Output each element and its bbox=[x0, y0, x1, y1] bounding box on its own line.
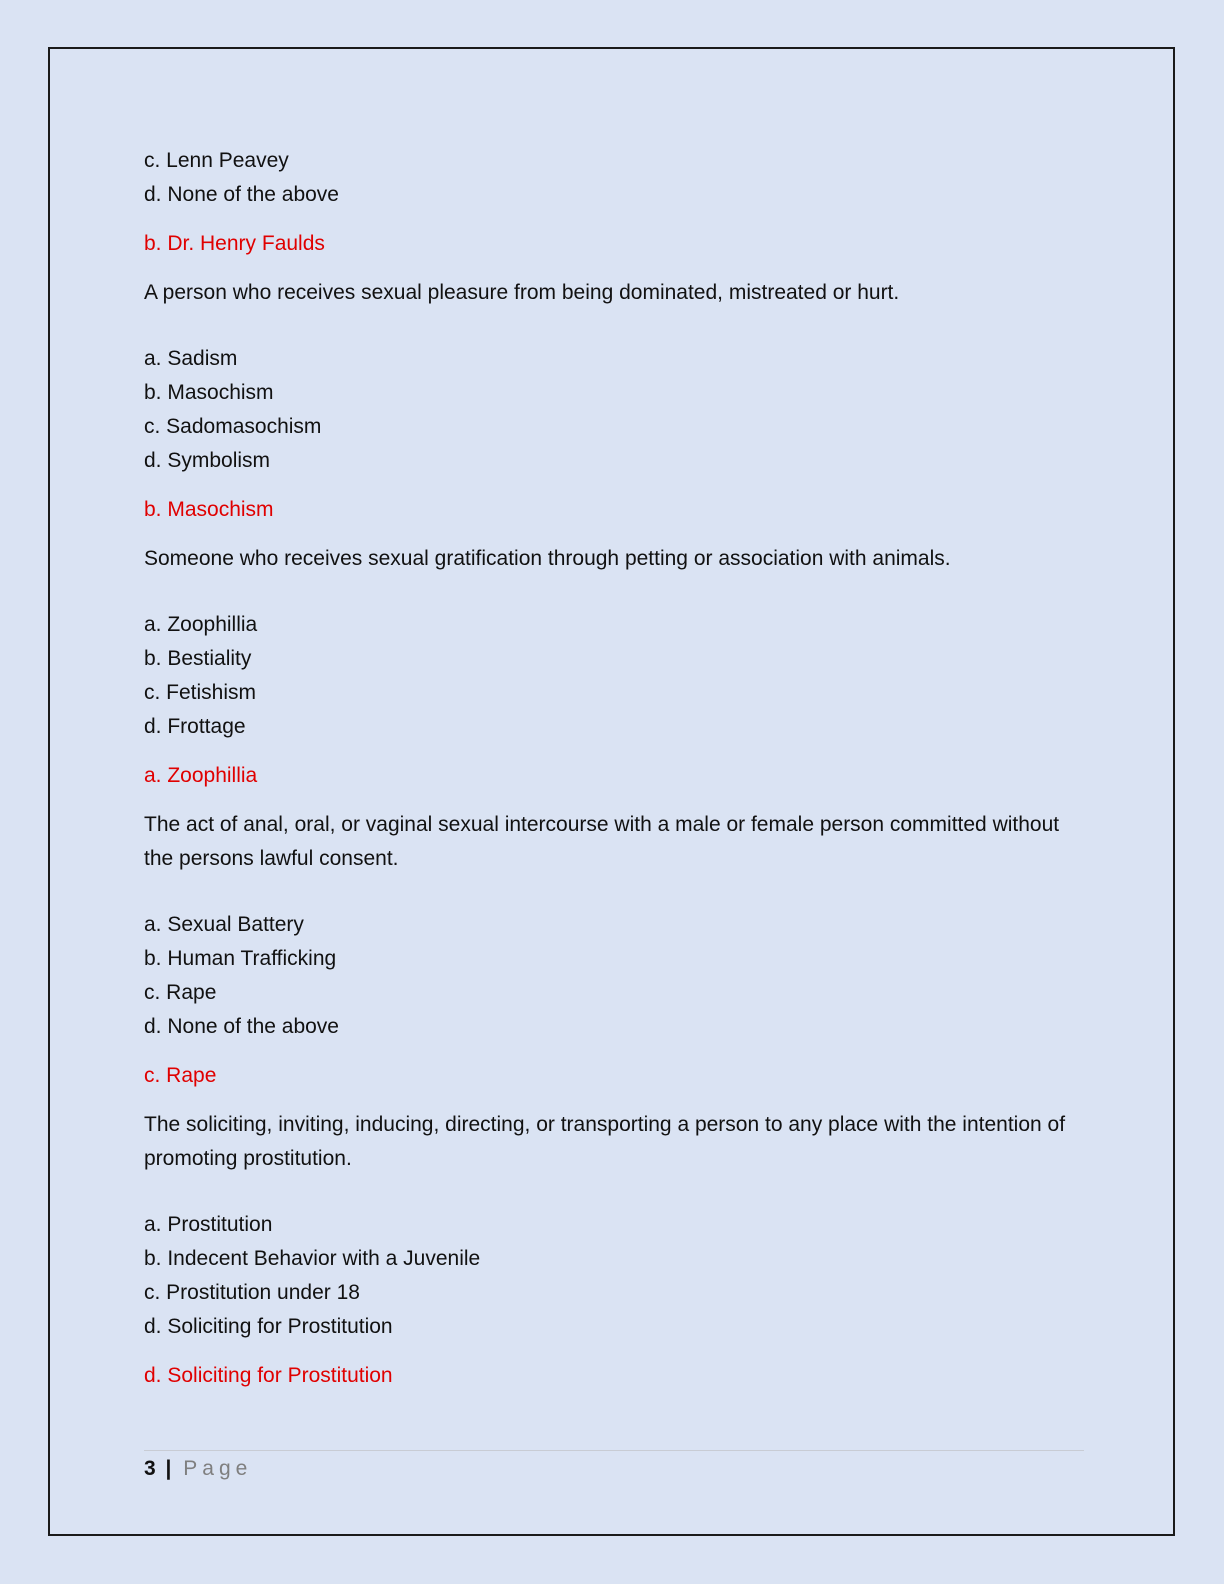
answer-text: a. Zoophillia bbox=[144, 764, 258, 787]
page-label: Page bbox=[183, 1457, 253, 1480]
question-block bbox=[144, 542, 1084, 793]
question-block bbox=[144, 808, 1084, 1093]
option-item: c. Lenn Peavey bbox=[144, 149, 289, 172]
footer-divider bbox=[144, 1450, 1084, 1451]
option-item: c. Fetishism bbox=[144, 681, 257, 704]
page-number: 3 bbox=[144, 1457, 156, 1480]
footer-separator: | bbox=[165, 1457, 172, 1480]
option-item: b. Bestiality bbox=[144, 647, 252, 670]
option-item: b. Indecent Behavior with a Juvenile bbox=[144, 1247, 481, 1270]
options-list bbox=[144, 1208, 1084, 1344]
document-body bbox=[144, 144, 1084, 1393]
option-item: d. Symbolism bbox=[144, 449, 271, 472]
option-item: c. Prostitution under 18 bbox=[144, 1281, 360, 1304]
option-item: a. Prostitution bbox=[144, 1213, 273, 1236]
option-item: a. Sadism bbox=[144, 347, 238, 370]
question-block bbox=[144, 1108, 1084, 1393]
answer-text: c. Rape bbox=[144, 1064, 217, 1087]
options-list bbox=[144, 342, 1084, 478]
option-item: d. Frottage bbox=[144, 715, 246, 738]
option-item: c. Rape bbox=[144, 981, 217, 1004]
question-block bbox=[144, 144, 1084, 261]
answer-text: b. Masochism bbox=[144, 498, 274, 521]
question-text: A person who receives sexual pleasure from being dominated, mistreated or hurt. bbox=[144, 281, 900, 304]
option-item: d. Soliciting for Prostitution bbox=[144, 1315, 393, 1338]
options-list bbox=[144, 608, 1084, 744]
question-text: The act of anal, oral, or vaginal sexual intercourse with a male or female person committed without the persons lawful consent. bbox=[144, 813, 1060, 870]
options-list bbox=[144, 908, 1084, 1044]
page-footer bbox=[144, 1452, 252, 1486]
answer-text: b. Dr. Henry Faulds bbox=[144, 232, 325, 255]
option-item: a. Sexual Battery bbox=[144, 913, 304, 936]
question-text: The soliciting, inviting, inducing, directing, or transporting a person to any place with the intention of promoting prostitution. bbox=[144, 1113, 1066, 1170]
option-item: b. Masochism bbox=[144, 381, 274, 404]
question-text: Someone who receives sexual gratification through petting or association with animals. bbox=[144, 547, 951, 570]
option-item: d. None of the above bbox=[144, 1015, 339, 1038]
option-item: c. Sadomasochism bbox=[144, 415, 322, 438]
answer-text: d. Soliciting for Prostitution bbox=[144, 1364, 393, 1387]
question-block bbox=[144, 276, 1084, 527]
option-item: d. None of the above bbox=[144, 183, 339, 206]
option-item: b. Human Trafficking bbox=[144, 947, 337, 970]
option-item: a. Zoophillia bbox=[144, 613, 258, 636]
